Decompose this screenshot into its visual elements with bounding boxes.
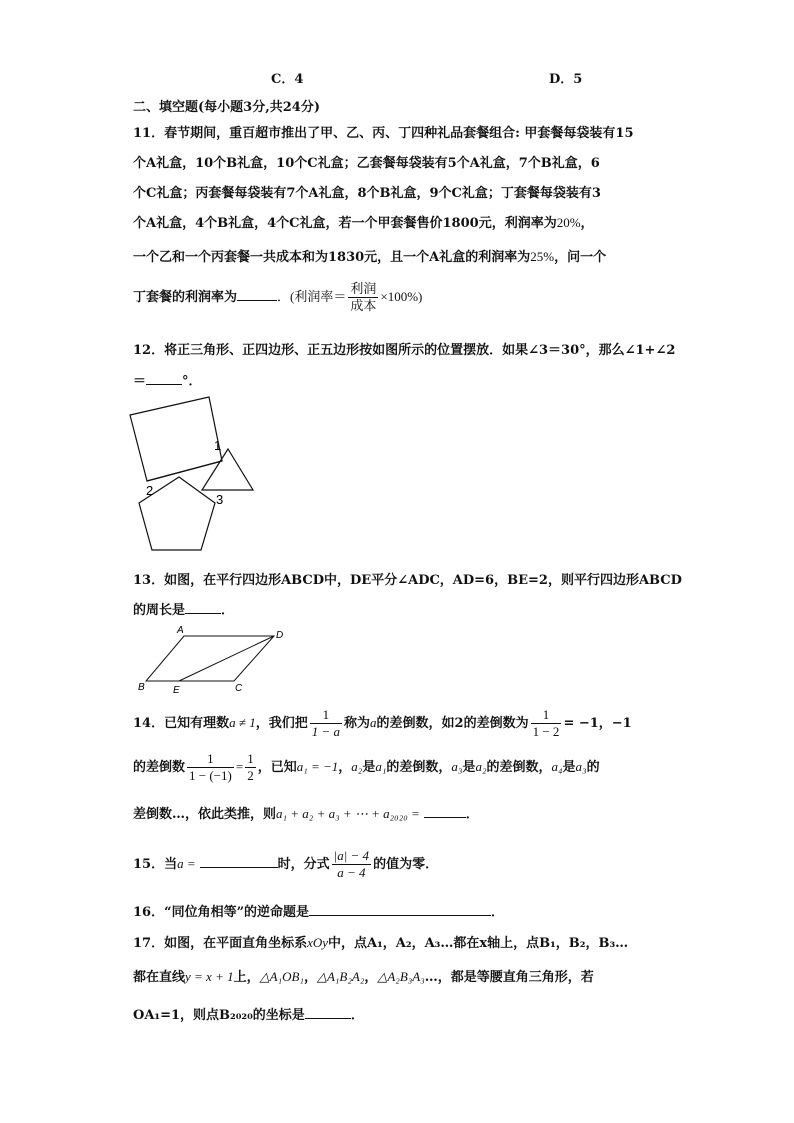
q15-text-1: 15．当 <box>133 857 178 872</box>
answer-blank-14[interactable] <box>424 805 466 818</box>
q11-line-6 <box>133 281 422 314</box>
q14-text-7: ，已知 <box>257 760 297 775</box>
q14-text-4: 的差倒数，如2的差倒数为 <box>376 716 529 731</box>
fraction-denominator: 1 − 2 <box>532 724 560 739</box>
vertex-a-label: A <box>177 625 184 636</box>
q15-var: a = <box>177 856 196 871</box>
q17-text-3: 都在直线 <box>133 970 186 985</box>
parallelogram-figure <box>134 622 294 697</box>
fraction-denominator: a − 4 <box>337 865 366 880</box>
q17-triangle-2: △A₁B₂A₂ <box>316 969 365 984</box>
q17-text-1: 17．如图，在平面直角坐标系 <box>133 936 308 951</box>
q17-triangle-1: △A₁OB₁ <box>259 969 304 984</box>
q14-text-10: 差倒数…，依此类推，则 <box>133 807 277 822</box>
option-d: D．5 <box>549 72 583 87</box>
segment-de <box>179 636 274 681</box>
answer-blank-11[interactable] <box>237 288 277 301</box>
q14-a3: a₃ <box>451 759 463 774</box>
polygons-figure <box>126 392 261 557</box>
answer-blank-15[interactable] <box>200 855 278 868</box>
q14-a2: a₂ <box>351 759 363 774</box>
q11-l4-comma: ， <box>580 216 594 231</box>
square-shape <box>130 397 222 481</box>
q14-comma: ， <box>338 760 352 775</box>
q15-fraction <box>332 848 371 881</box>
q17-coordinate-system: xOy <box>307 935 329 950</box>
q17-line-2 <box>133 966 594 985</box>
answer-blank-13[interactable] <box>185 601 221 614</box>
q14-is-2: 是 <box>462 760 476 775</box>
section-title: 二、填空题(每小题3分,共24分) <box>133 100 320 115</box>
answer-blank-16[interactable] <box>309 903 491 916</box>
profit-rate-fraction <box>348 281 378 314</box>
q13-line-1: 13．如图，在平行四边形ABCD中，DE平分∠ADC，AD=6，BE=2，则平行四边形ABCD <box>133 573 682 588</box>
q14-var-a: a <box>370 715 377 730</box>
fraction-numerator: 1 <box>531 707 562 724</box>
point-e-label: E <box>173 685 180 696</box>
q17-text-2: 中，点A₁，A₂，A₃…都在x轴上，点B₁，B₂，B₃… <box>328 936 629 951</box>
answer-blank-17[interactable] <box>305 1006 351 1019</box>
fraction-denominator: 1 − (−1) <box>189 768 232 783</box>
example-fraction <box>531 707 562 740</box>
q15-text-3: 的值为零． <box>373 857 439 872</box>
q14-line-1 <box>133 707 632 740</box>
q14-text-6: 的差倒数 <box>133 760 186 775</box>
q11-formula-suffix: ×100%) <box>380 289 423 304</box>
q14-is-3: 是 <box>562 760 576 775</box>
q13-line-2 <box>133 599 234 618</box>
answer-blank-12[interactable] <box>146 372 182 385</box>
q17-comma-1: ， <box>303 970 317 985</box>
q17-line-equation: y = x + 1 <box>185 969 234 984</box>
q12-equals: ＝ <box>133 374 147 389</box>
q14-text-5: = −1，−1 <box>563 716 632 731</box>
example-fraction-3 <box>245 751 256 784</box>
q14-text-2: ，我们把 <box>255 716 308 731</box>
q11-line-3: 个C礼盒；丙套餐每袋装有7个A礼盒，8个B礼盒，9个C礼盒；丁套餐每袋装有3 <box>133 186 601 201</box>
q17-text-4: 上， <box>233 970 260 985</box>
q11-line-1: 11．春节期间，重百超市推出了甲、乙、丙、丁四种礼品套餐组合: 甲套餐每袋装有15 <box>133 126 634 141</box>
q11-line-2: 个A礼盒，10个B礼盒，10个C礼盒；乙套餐每袋装有5个A礼盒，7个B礼盒，6 <box>133 156 600 171</box>
square-bottom-edge <box>147 461 222 481</box>
q14-period: ． <box>465 807 479 822</box>
profit-rate-25: 25% <box>530 249 555 264</box>
q14-text-3: 称为 <box>344 716 371 731</box>
q17-line-3 <box>133 1004 364 1023</box>
q14-of: 的 <box>586 760 600 775</box>
q11-l6-text: 丁套餐的利润率为 <box>133 290 238 305</box>
q14-a2b: a₂ <box>475 759 487 774</box>
fraction-numerator: 1 <box>310 707 342 724</box>
q17-text-6: OA₁=1，则点B₂₀₂₀的坐标是 <box>133 1008 305 1023</box>
q14-sum-expression: a₁ + a₂ + a₃ + ⋯ + a₂₀₂₀ = <box>276 806 420 821</box>
q14-line-3 <box>133 803 479 822</box>
q15-text-2: 时，分式 <box>277 857 330 872</box>
q12-line-1: 12．将正三角形、正四边形、正五边形按如图所示的位置摆放．如果∠3＝30°，那么∠1+∠2 <box>133 343 676 358</box>
parallelogram-abcd <box>146 636 274 681</box>
q16-period: ． <box>491 905 505 920</box>
question-16 <box>133 901 504 920</box>
angle-1-label: 1 <box>214 438 222 453</box>
q14-text-8: 的差倒数， <box>386 760 452 775</box>
q12-degree: °． <box>182 374 202 389</box>
fraction-numerator: 1 <box>187 751 234 768</box>
q14-a4: a₄ <box>551 759 563 774</box>
q13-period: ． <box>221 603 235 618</box>
vertex-b-label: B <box>138 682 145 693</box>
q11-l5-tail: ，问一个 <box>554 250 607 265</box>
q11-line-4 <box>133 212 594 231</box>
q14-a1: a₁ <box>375 759 387 774</box>
fraction-numerator: 利润 <box>350 281 377 296</box>
q17-comma-2: ， <box>364 970 378 985</box>
option-c: C．4 <box>271 72 304 87</box>
question-15 <box>133 848 438 881</box>
q11-l4-text: 个A礼盒，4个B礼盒，4个C礼盒，若一个甲套餐售价1800元，利润率为 <box>133 216 557 231</box>
q17-text-5: …，都是等腰直角三角形，若 <box>424 970 594 985</box>
q13-text: 的周长是 <box>133 603 186 618</box>
q16-text: 16．“同位角相等”的逆命题是 <box>133 905 310 920</box>
angle-2-label: 2 <box>146 483 154 498</box>
q11-l5-text: 一个乙和一个丙套餐一共成本和为1830元，且一个A礼盒的利润率为 <box>133 250 531 265</box>
q14-text-9: 的差倒数， <box>486 760 552 775</box>
q17-period: ． <box>350 1008 364 1023</box>
fraction-numerator: |a| − 4 <box>333 848 370 863</box>
vertex-c-label: C <box>235 683 243 694</box>
example-fraction-2 <box>187 751 234 784</box>
q17-triangle-3: △A₂B₃A₃ <box>377 969 425 984</box>
fraction-numerator: 1 <box>247 751 254 766</box>
q14-a1-value: a₁ = −1 <box>296 759 339 774</box>
q14-text-1: 14．已知有理数 <box>133 716 230 731</box>
q11-formula-prefix: ．(利润率＝ <box>277 289 347 304</box>
q14-condition: a ≠ 1 <box>229 715 256 730</box>
reciprocal-fraction <box>310 707 342 740</box>
fraction-denominator: 2 <box>247 768 254 783</box>
q14-line-2 <box>133 751 600 784</box>
q17-line-1 <box>133 932 628 951</box>
profit-rate-20: 20% <box>556 215 581 230</box>
fraction-denominator: 成本 <box>350 298 377 313</box>
q14-is-1: 是 <box>362 760 376 775</box>
vertex-d-label: D <box>276 630 284 641</box>
q11-line-5 <box>133 246 606 265</box>
q14-equals: = <box>235 759 244 774</box>
q12-line-2 <box>133 370 202 389</box>
angle-3-label: 3 <box>216 492 224 507</box>
triangle-shape <box>202 449 253 490</box>
fraction-denominator: 1 − a <box>311 724 341 739</box>
q14-a3b: a₃ <box>575 759 587 774</box>
